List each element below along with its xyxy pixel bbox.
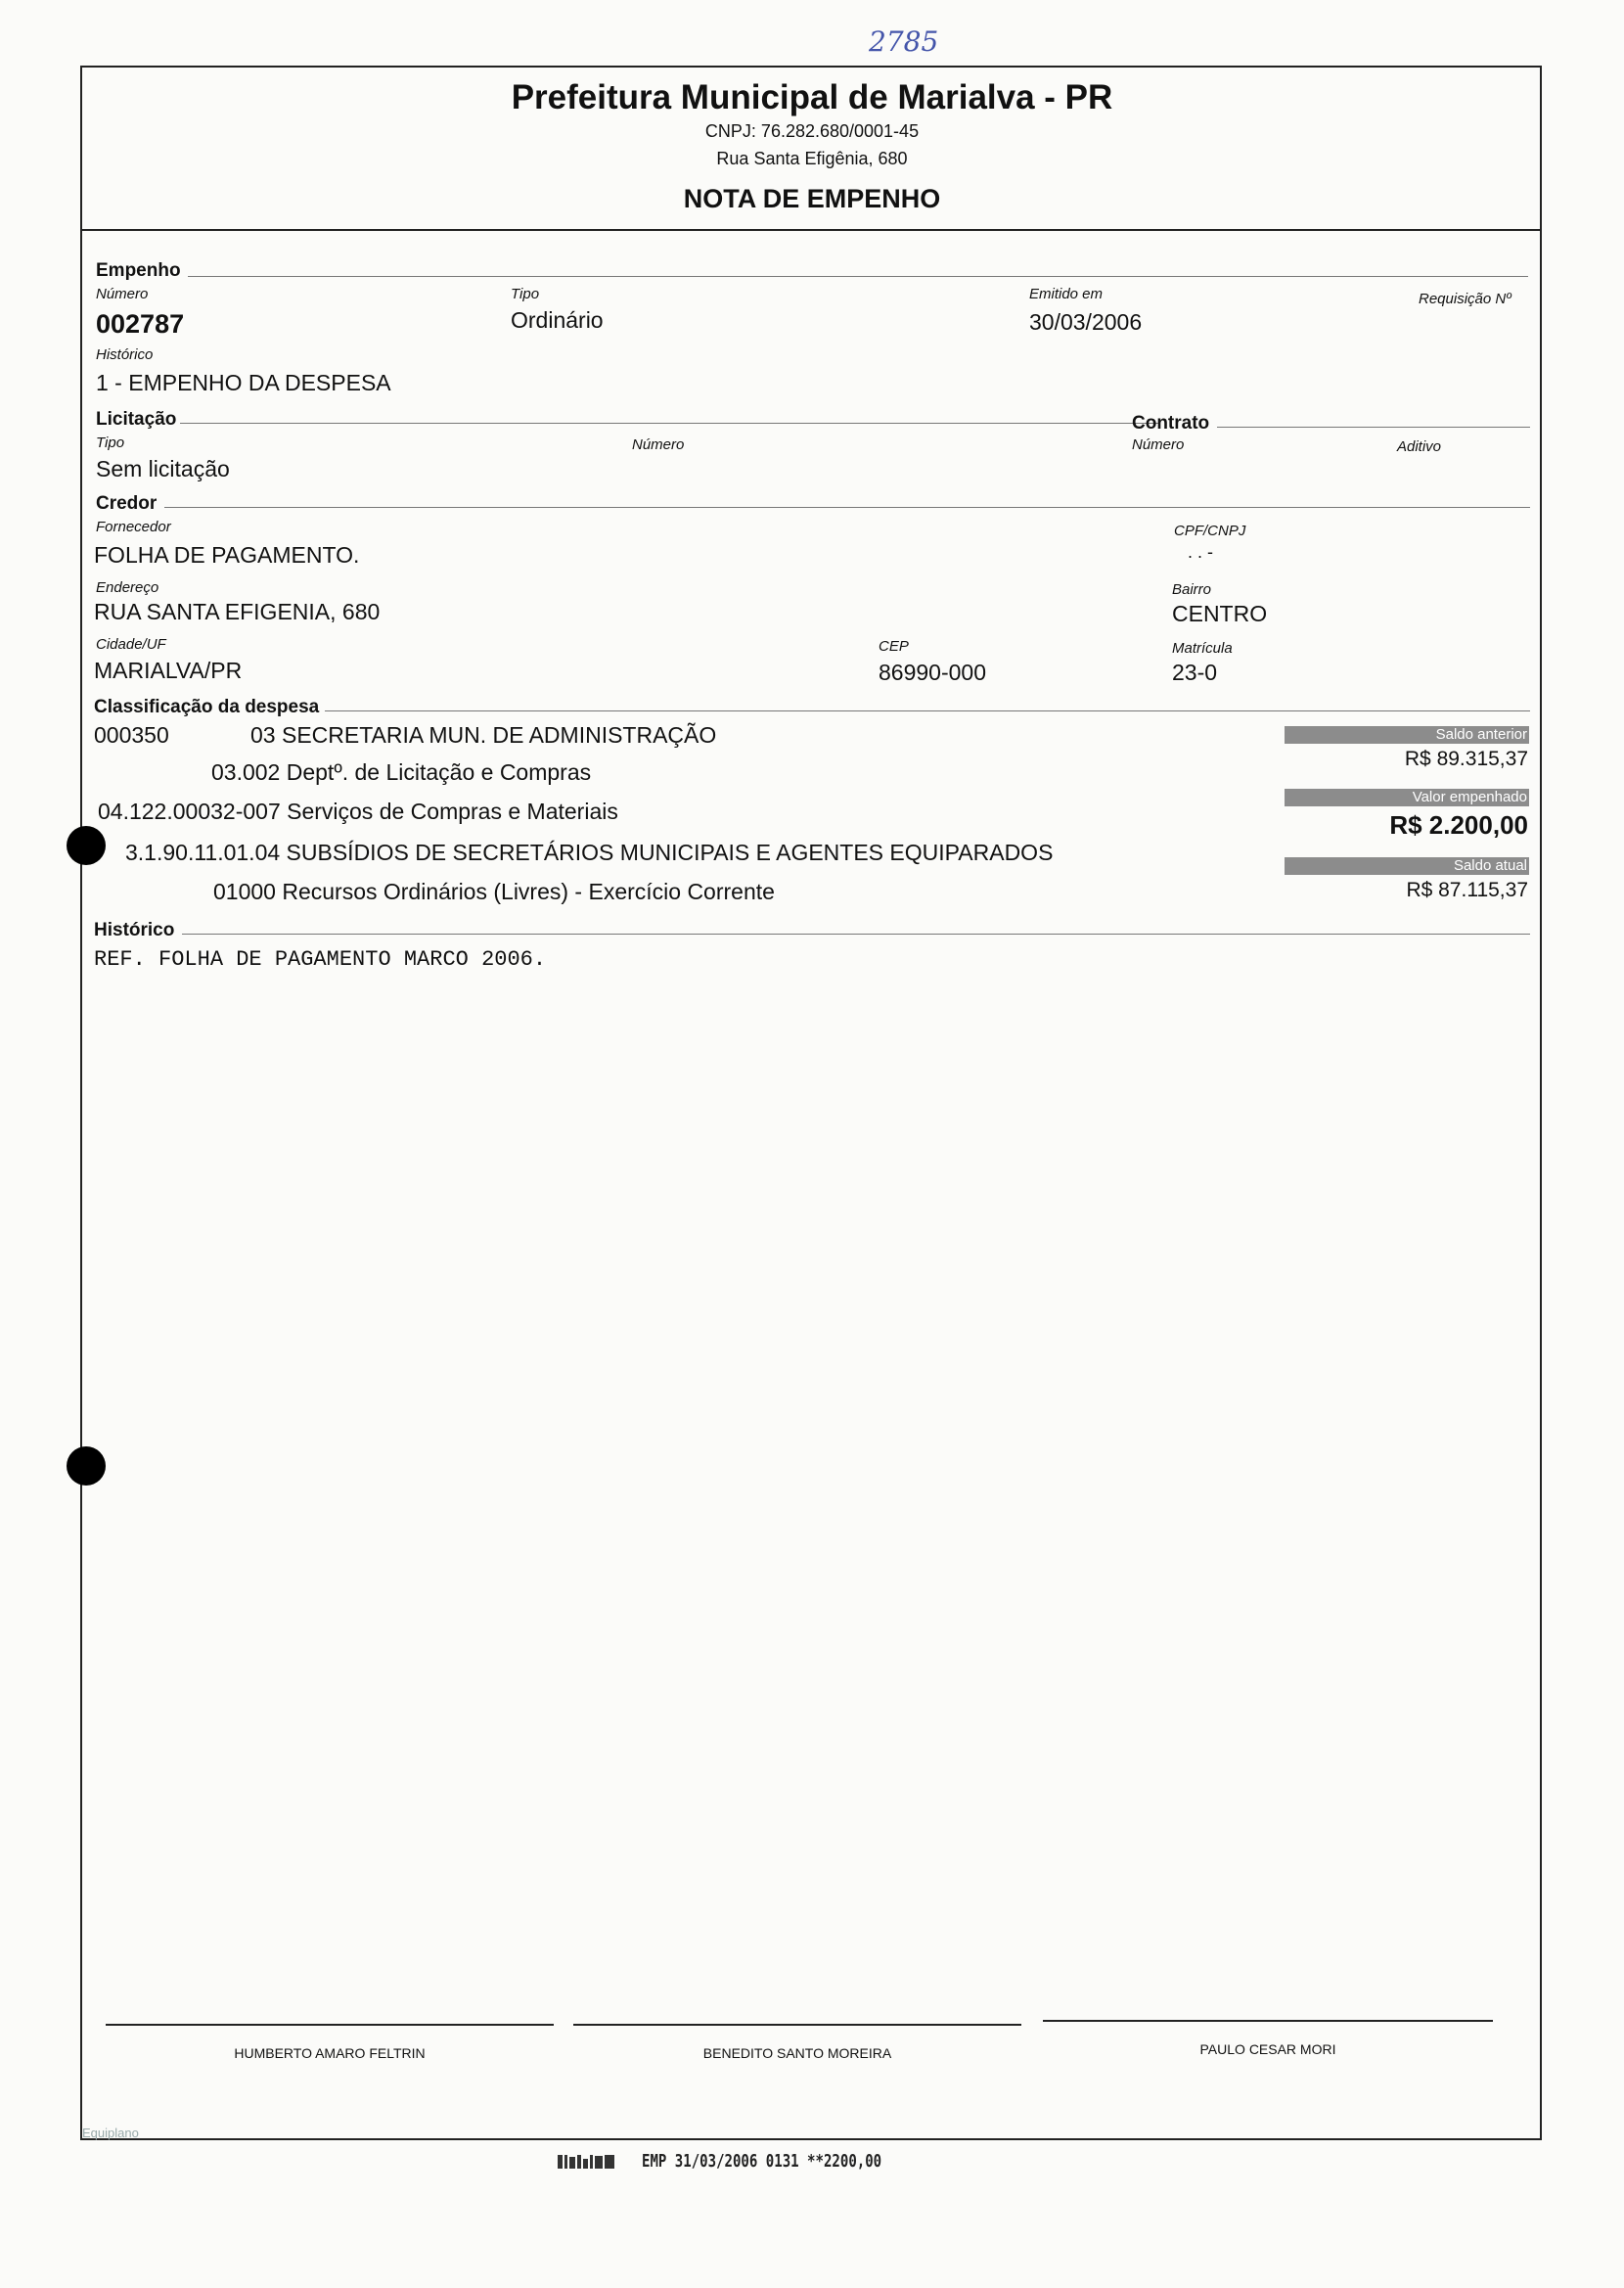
licitacao-rule	[180, 423, 1158, 424]
cnpj-text: CNPJ: 76.282.680/0001-45	[704, 121, 920, 141]
cep-value: 86990-000	[879, 660, 986, 685]
bairro-label: Bairro	[1172, 581, 1212, 598]
contrato-aditivo-label: Aditivo	[1397, 438, 1442, 455]
licitacao-tipo-label: Tipo	[96, 435, 125, 451]
emitido-label: Emitido em	[1029, 286, 1104, 302]
credor-section-title: Credor	[96, 493, 158, 514]
document-title: NOTA DE EMPENHO	[683, 184, 941, 213]
empenho-tipo-label: Tipo	[511, 286, 540, 302]
handwritten-page-number: 2785	[869, 25, 939, 58]
punch-hole-top	[67, 826, 106, 865]
cidade-value: MARIALVA/PR	[94, 658, 243, 683]
punch-hole-bottom	[67, 1446, 106, 1486]
licitacao-tipo: Sem licitação	[96, 456, 230, 481]
address-text: Rua Santa Efigênia, 680	[716, 149, 908, 168]
endereco-value: RUA SANTA EFIGENIA, 680	[94, 599, 381, 624]
mechanical-stamp: EMP 31/03/2006 0131 **2200,00	[642, 2151, 882, 2172]
cpf-label: CPF/CNPJ	[1174, 523, 1246, 539]
signature-name-2: BENEDITO SANTO MOREIRA	[702, 2045, 892, 2061]
matricula-value: 23-0	[1172, 660, 1218, 685]
classificacao-recurso: 01000 Recursos Ordinários (Livres) - Exercício Corrente	[213, 879, 775, 904]
fornecedor-label: Fornecedor	[96, 519, 171, 535]
valor-empenhado-label: Valor empenhado	[1285, 789, 1529, 806]
matricula-label: Matrícula	[1172, 640, 1233, 657]
signature-line-1	[106, 2024, 554, 2026]
saldo-anterior-label: Saldo anterior	[1285, 726, 1529, 744]
licitacao-numero-label: Número	[632, 436, 685, 453]
cidade-label: Cidade/UF	[96, 636, 166, 653]
requisicao-label: Requisição Nº	[1419, 291, 1511, 307]
saldo-atual-value: R$ 87.115,37	[1406, 879, 1528, 901]
classificacao-secretaria: 03 SECRETARIA MUN. DE ADMINISTRAÇÃO	[250, 722, 717, 748]
empenho-historico: 1 - EMPENHO DA DESPESA	[96, 370, 391, 395]
bairro-value: CENTRO	[1172, 601, 1268, 626]
signature-name-3: PAULO CESAR MORI	[1199, 2041, 1336, 2057]
empenho-numero-label: Número	[96, 286, 149, 302]
signature-line-3	[1043, 2020, 1493, 2022]
licitacao-section-title: Licitação	[96, 409, 177, 430]
software-label: Equiplano	[82, 2126, 139, 2140]
classificacao-departamento: 03.002 Deptº. de Licitação e Compras	[211, 759, 592, 785]
empenho-rule	[188, 276, 1528, 277]
signature-name-1: HUMBERTO AMARO FELTRIN	[234, 2045, 426, 2061]
fornecedor-value: FOLHA DE PAGAMENTO.	[94, 542, 360, 568]
historico-section-title: Histórico	[94, 920, 175, 940]
saldo-anterior-value: R$ 89.315,37	[1404, 748, 1528, 770]
endereco-label: Endereço	[96, 579, 159, 596]
historico-rule	[182, 934, 1530, 935]
classificacao-funcional: 04.122.00032-007 Serviços de Compras e Materiais	[98, 799, 618, 824]
signature-line-2	[573, 2024, 1021, 2026]
contrato-numero-label: Número	[1132, 436, 1185, 453]
historico-text: REF. FOLHA DE PAGAMENTO MARCO 2006.	[94, 947, 547, 972]
credor-rule	[164, 507, 1530, 508]
barcode-mark	[558, 2153, 616, 2171]
classificacao-codigo: 000350	[94, 722, 169, 748]
classificacao-natureza: 3.1.90.11.01.04 SUBSÍDIOS DE SECRETÁRIOS MUNICIPAIS E AGENTES EQUIPARADOS	[125, 840, 1054, 865]
cep-label: CEP	[879, 638, 909, 655]
page-title: Prefeitura Municipal de Marialva - PR	[511, 78, 1113, 116]
empenho-section-title: Empenho	[96, 260, 181, 281]
saldo-atual-label: Saldo atual	[1285, 857, 1529, 875]
empenho-numero: 002787	[96, 309, 185, 339]
classificacao-rule	[325, 710, 1530, 711]
contrato-section-title: Contrato	[1132, 413, 1210, 434]
cpf-value: . . -	[1188, 542, 1213, 562]
valor-empenhado-value: R$ 2.200,00	[1389, 810, 1528, 840]
empenho-tipo: Ordinário	[511, 307, 604, 333]
classificacao-section-title: Classificação da despesa	[94, 697, 320, 717]
empenho-historico-label: Histórico	[96, 346, 154, 363]
contrato-rule	[1217, 427, 1530, 428]
emitido-date: 30/03/2006	[1029, 309, 1143, 335]
header-divider	[80, 229, 1542, 231]
